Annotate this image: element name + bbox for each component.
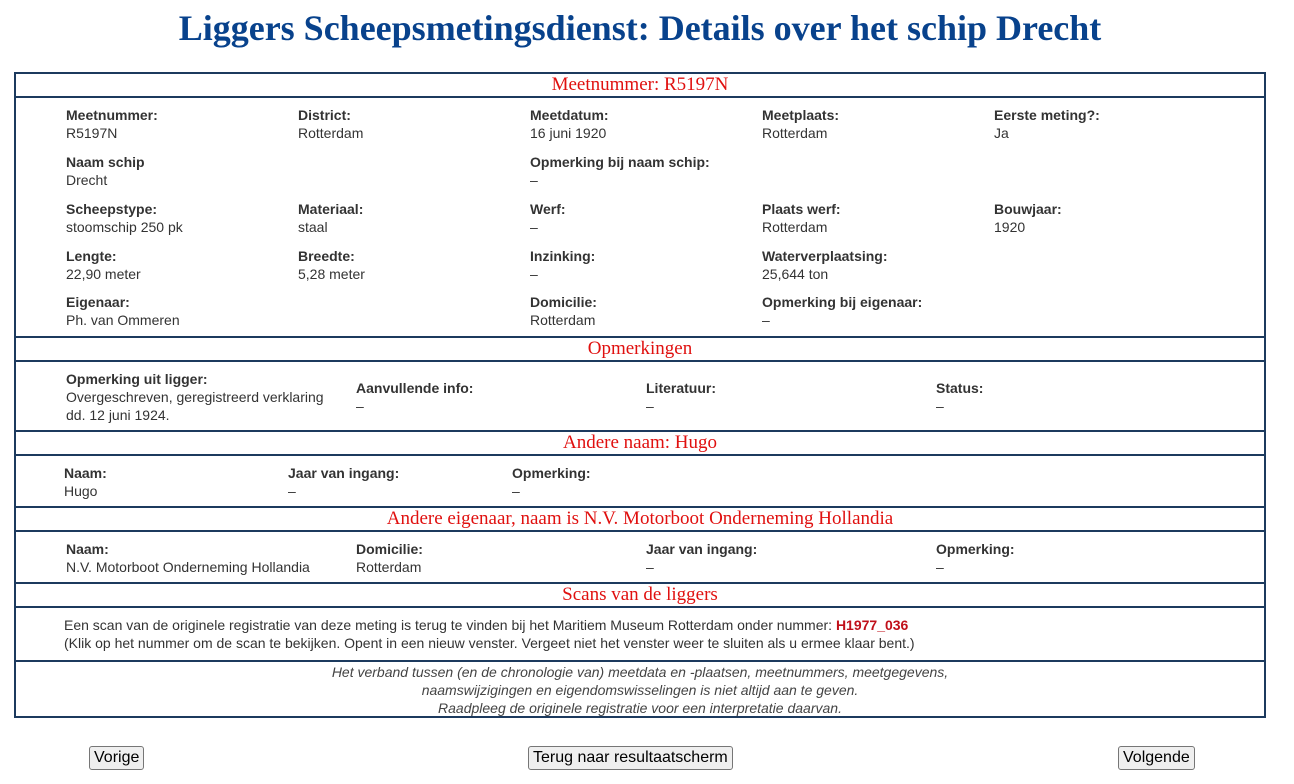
field-eerste-meting bbox=[994, 106, 1100, 142]
field-value: – bbox=[512, 483, 520, 499]
divider bbox=[16, 96, 1264, 98]
divider bbox=[16, 454, 1264, 456]
field-label: Meetnummer: bbox=[66, 107, 158, 123]
field-label: Meetdatum: bbox=[530, 107, 609, 123]
field-naam-schip bbox=[66, 153, 145, 189]
field-label: Opmerking bij naam schip: bbox=[530, 154, 710, 170]
field-value: – bbox=[530, 219, 538, 235]
field-label: Jaar van ingang: bbox=[288, 465, 400, 481]
field-label: Naam schip bbox=[66, 154, 145, 170]
field-value: Rotterdam bbox=[356, 559, 422, 575]
details-table bbox=[14, 72, 1266, 718]
scan-info bbox=[64, 616, 915, 652]
field-value: stoomschip 250 pk bbox=[66, 219, 183, 235]
field-waterverplaatsing bbox=[762, 247, 888, 283]
field-andere-naam-opmerking bbox=[512, 464, 591, 500]
field-label: Jaar van ingang: bbox=[646, 541, 758, 557]
field-aanvullende-info bbox=[356, 379, 473, 415]
field-value: Drecht bbox=[66, 172, 108, 188]
field-inzinking bbox=[530, 247, 595, 283]
field-value: 22,90 meter bbox=[66, 266, 141, 282]
field-value: staal bbox=[298, 219, 328, 235]
field-label: Opmerking: bbox=[512, 465, 591, 481]
field-value: Rotterdam bbox=[298, 125, 364, 141]
field-value: Overgeschreven, geregistreerd verklaring bbox=[66, 389, 324, 405]
previous-button[interactable]: Vorige bbox=[89, 746, 144, 770]
back-to-results-button[interactable]: Terug naar resultaatscherm bbox=[528, 746, 733, 770]
field-value: Ph. van Ommeren bbox=[66, 312, 180, 328]
field-label: Meetplaats: bbox=[762, 107, 840, 123]
scan-info-text: Een scan van de originele registratie van deze meting is terug te vinden bij het Maritiem Museum Rotterdam onder nummer: bbox=[64, 617, 836, 633]
section-heading-scans: Scans van de liggers bbox=[562, 584, 718, 605]
field-label: Opmerking bij eigenaar: bbox=[762, 294, 923, 310]
field-label: Opmerking: bbox=[936, 541, 1015, 557]
next-button[interactable]: Volgende bbox=[1118, 746, 1195, 770]
field-value: – bbox=[530, 266, 538, 282]
field-value: 5,28 meter bbox=[298, 266, 365, 282]
disclaimer-line: Raadpleeg de originele registratie voor een interpretatie daarvan. bbox=[438, 700, 842, 716]
field-label: Lengte: bbox=[66, 248, 117, 264]
field-eigenaar bbox=[66, 293, 180, 329]
field-breedte bbox=[298, 247, 365, 283]
disclaimer bbox=[16, 663, 1264, 717]
field-label: Scheepstype: bbox=[66, 201, 158, 217]
scan-link[interactable]: H1977_036 bbox=[835, 617, 909, 633]
field-label: District: bbox=[298, 107, 351, 123]
field-value: dd. 12 juni 1924. bbox=[66, 407, 170, 423]
field-bouwjaar bbox=[994, 200, 1062, 236]
field-label: Domicilie: bbox=[356, 541, 423, 557]
section-heading-andere-naam: Andere naam: Hugo bbox=[562, 432, 718, 453]
field-andere-eigenaar-jaar bbox=[646, 540, 757, 576]
field-opmerking-ligger bbox=[66, 370, 324, 424]
field-andere-naam-jaar bbox=[288, 464, 399, 500]
field-label: Bouwjaar: bbox=[994, 201, 1062, 217]
field-literatuur bbox=[646, 379, 716, 415]
field-value: R5197N bbox=[66, 125, 118, 141]
field-label: Waterverplaatsing: bbox=[762, 248, 888, 264]
field-value: Rotterdam bbox=[530, 312, 596, 328]
field-meetplaats bbox=[762, 106, 839, 142]
field-value: 1920 bbox=[994, 219, 1026, 235]
field-value: 16 juni 1920 bbox=[530, 125, 607, 141]
field-value: N.V. Motorboot Onderneming Hollandia bbox=[66, 559, 310, 575]
field-opmerking-eigenaar bbox=[762, 293, 922, 329]
field-value: – bbox=[936, 559, 944, 575]
field-status bbox=[936, 379, 983, 415]
field-label: Breedte: bbox=[298, 248, 355, 264]
field-value: Rotterdam bbox=[762, 125, 828, 141]
field-label: Plaats werf: bbox=[762, 201, 841, 217]
field-label: Eerste meting?: bbox=[994, 107, 1100, 123]
field-value: 25,644 ton bbox=[762, 266, 829, 282]
field-domicilie bbox=[530, 293, 597, 329]
field-label: Literatuur: bbox=[646, 380, 716, 396]
field-value: – bbox=[646, 559, 654, 575]
field-meetdatum bbox=[530, 106, 609, 142]
field-andere-eigenaar-opmerking bbox=[936, 540, 1015, 576]
section-heading-andere-eigenaar: Andere eigenaar, naam is N.V. Motorboot Onderneming Hollandia bbox=[386, 508, 894, 529]
field-value: Hugo bbox=[64, 483, 98, 499]
field-scheepstype bbox=[66, 200, 183, 236]
section-heading-meting: Meetnummer: R5197N bbox=[551, 74, 729, 95]
field-label: Status: bbox=[936, 380, 984, 396]
field-meetnummer bbox=[66, 106, 158, 142]
field-value: – bbox=[530, 172, 538, 188]
field-materiaal bbox=[298, 200, 363, 236]
field-value: Ja bbox=[994, 125, 1009, 141]
field-werf bbox=[530, 200, 566, 236]
scan-info-hint: (Klik op het nummer om de scan te bekijken. Opent in een nieuw venster. Vergeet niet het venster weer te sluiten als u ermee klaar bent.) bbox=[64, 635, 915, 651]
field-value: – bbox=[288, 483, 296, 499]
field-label: Naam: bbox=[66, 541, 109, 557]
field-district bbox=[298, 106, 363, 142]
field-label: Opmerking uit ligger: bbox=[66, 371, 208, 387]
divider bbox=[16, 660, 1264, 662]
field-lengte bbox=[66, 247, 141, 283]
field-value: Rotterdam bbox=[762, 219, 828, 235]
divider bbox=[16, 606, 1264, 608]
section-heading-opmerkingen: Opmerkingen bbox=[587, 338, 693, 359]
field-label: Materiaal: bbox=[298, 201, 364, 217]
field-opmerking-naam bbox=[530, 153, 710, 189]
field-value: – bbox=[646, 398, 654, 414]
page-title: Liggers Scheepsmetingsdienst: Details over het schip Drecht bbox=[178, 8, 1102, 48]
field-label: Domicilie: bbox=[530, 294, 597, 310]
field-andere-naam bbox=[64, 464, 107, 500]
divider bbox=[16, 360, 1264, 362]
field-plaats-werf bbox=[762, 200, 841, 236]
divider bbox=[16, 530, 1264, 532]
field-value: – bbox=[762, 312, 770, 328]
field-label: Eigenaar: bbox=[66, 294, 130, 310]
field-value: – bbox=[356, 398, 364, 414]
field-label: Aanvullende info: bbox=[356, 380, 474, 396]
disclaimer-line: Het verband tussen (en de chronologie van) meetdata en -plaatsen, meetnummers, meetgegevens, bbox=[331, 664, 949, 680]
field-label: Inzinking: bbox=[530, 248, 596, 264]
field-value: – bbox=[936, 398, 944, 414]
disclaimer-line: naamswijzigingen en eigendomswisselingen is niet altijd aan te geven. bbox=[421, 682, 859, 698]
field-andere-eigenaar-naam bbox=[66, 540, 310, 576]
field-andere-eigenaar-domicilie bbox=[356, 540, 423, 576]
field-label: Naam: bbox=[64, 465, 107, 481]
scan-info-line bbox=[64, 616, 915, 634]
field-label: Werf: bbox=[530, 201, 566, 217]
